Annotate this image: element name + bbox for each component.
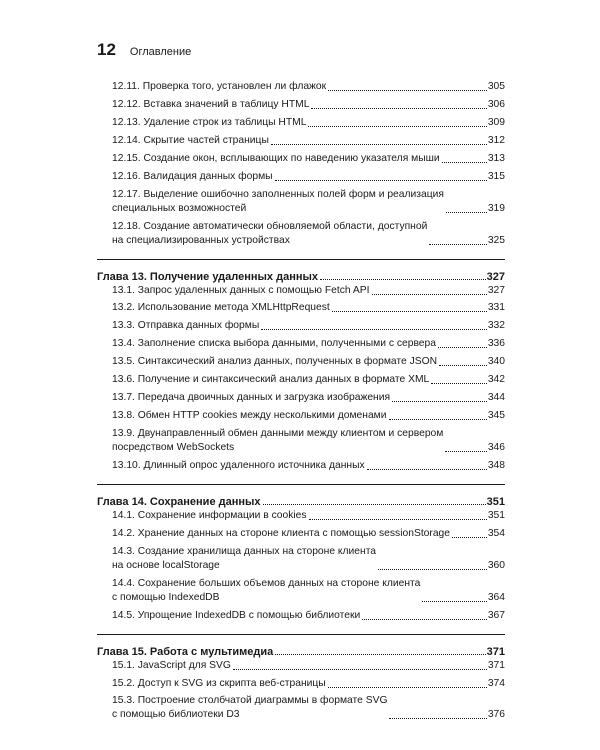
chapter-heading	[97, 638, 505, 659]
toc-entry-title: 12.13. Удаление строк из таблицы HTML	[112, 116, 307, 128]
toc-entry	[112, 152, 505, 166]
toc-entry-page: 319	[487, 202, 505, 214]
toc-entry-page: 346	[487, 442, 505, 453]
toc-entry	[112, 373, 505, 387]
toc-entry-title: 14.3. Создание хранилища данных на стороне клиента на основе localStorage	[112, 545, 377, 571]
dot-leader	[311, 108, 486, 109]
toc-entry-page: 371	[487, 659, 505, 671]
toc-entry	[112, 459, 505, 473]
toc-entry-page: 340	[487, 356, 505, 368]
chapter-entries	[97, 659, 505, 734]
dot-leader	[445, 451, 486, 452]
toc-entry	[112, 355, 505, 369]
chapter-entries	[97, 284, 505, 484]
intro-entries	[97, 80, 505, 259]
toc-entry	[112, 677, 505, 691]
dot-leader	[389, 718, 486, 719]
toc-entry	[112, 509, 505, 523]
dot-leader	[446, 212, 487, 213]
dot-leader	[422, 601, 486, 602]
toc-entry-title: 13.2. Использование метода XMLHttpRequest	[112, 302, 330, 314]
toc-entry-page: 348	[487, 459, 505, 471]
toc-entry-title: 12.11. Проверка того, установлен ли флажок	[112, 81, 327, 92]
toc-entry	[112, 134, 505, 148]
toc-entry-title: 14.2. Хранение данных на стороне клиента с помощью sessionStorage	[112, 527, 451, 539]
toc-entry-page: 367	[487, 609, 505, 621]
toc-entry-page: 351	[487, 509, 505, 521]
toc-entry-title: 14.5. Упрощение IndexedDB с помощью библиотеки	[112, 609, 361, 621]
dot-leader	[320, 279, 486, 280]
toc-entry-title: 15.3. Построение столбчатой диаграммы в формате SVG с помощью библиотеки D3	[112, 695, 388, 721]
dot-leader	[452, 537, 487, 538]
chapter-section	[97, 484, 505, 634]
toc-entry	[112, 220, 505, 248]
dot-leader	[367, 469, 487, 470]
toc-entry	[112, 98, 505, 112]
toc-entry	[112, 80, 505, 94]
toc-entry-page: 313	[487, 152, 505, 164]
toc-entry-title: 12.12. Вставка значений в таблицу HTML	[112, 98, 310, 110]
dot-leader	[439, 365, 487, 366]
toc-entry-page: 360	[487, 559, 505, 571]
toc-entry	[112, 319, 505, 333]
dot-leader	[429, 244, 486, 245]
toc-entry-title: 13.7. Передача двоичных данных и загрузка изображения	[112, 392, 391, 404]
toc-entry-title: 13.5. Синтаксический анализ данных, полученных в формате JSON	[112, 356, 438, 368]
page-number: 12	[97, 40, 116, 59]
toc-entry-page: 374	[487, 677, 505, 689]
chapter-page: 371	[486, 645, 505, 658]
dot-leader	[442, 162, 487, 163]
toc-entry	[112, 170, 505, 184]
chapter-heading	[97, 263, 505, 284]
dot-leader	[362, 619, 487, 620]
toc-entry	[112, 609, 505, 623]
table-of-contents	[97, 80, 505, 733]
toc-entry-page: 354	[487, 527, 505, 539]
toc-entry-page: 344	[487, 392, 505, 404]
toc-entry-title: 15.2. Доступ к SVG из скрипта веб-страницы	[112, 677, 326, 689]
dot-leader	[275, 180, 487, 181]
dot-leader	[431, 383, 487, 384]
toc-entry-page: 332	[487, 320, 505, 332]
toc-entry-title: 13.6. Получение и синтаксический анализ данных в формате XML	[112, 374, 430, 386]
toc-entry-page: 327	[487, 284, 505, 296]
toc-entry	[112, 116, 505, 130]
dot-leader	[328, 90, 487, 91]
toc-entry-title: 13.1. Запрос удаленных данных с помощью Fetch API	[112, 284, 370, 296]
toc-entry	[112, 337, 505, 351]
toc-entry-page: 312	[487, 134, 505, 146]
dot-leader	[328, 687, 487, 688]
dot-leader	[271, 144, 487, 145]
chapter-title: Глава 14. Сохранение данных	[97, 495, 261, 508]
chapter-page: 351	[486, 495, 505, 508]
toc-entry	[112, 188, 505, 216]
toc-entry	[112, 527, 505, 541]
toc-entry-page: 336	[487, 338, 505, 350]
toc-entry	[112, 301, 505, 315]
dot-leader	[309, 519, 487, 520]
toc-entry-page: 342	[487, 374, 505, 386]
toc-entry	[112, 427, 505, 455]
toc-entry-page: 331	[487, 302, 505, 314]
toc-entry-page: 305	[487, 81, 505, 92]
toc-entry-page: 309	[487, 116, 505, 128]
dot-leader	[389, 419, 487, 420]
toc-entry-title: 13.8. Обмен HTTP cookies между несколькими доменами	[112, 410, 387, 422]
toc-entry-title: 13.9. Двунаправленный обмен данными между клиентом и сервером посредством WebSockets	[112, 428, 444, 453]
dot-leader	[233, 669, 487, 670]
toc-entry	[112, 409, 505, 423]
chapter-entries	[97, 509, 505, 634]
chapter-page: 327	[486, 270, 505, 283]
dot-leader	[438, 347, 487, 348]
toc-entry-title: 13.3. Отправка данных формы	[112, 320, 260, 332]
dot-leader	[378, 569, 487, 570]
toc-entry-title: 14.4. Сохранение больших объемов данных на стороне клиента с помощью IndexedDB	[112, 577, 421, 603]
chapter-heading	[97, 488, 505, 509]
dot-leader	[263, 504, 486, 505]
toc-entry	[112, 659, 505, 673]
chapter-section	[97, 259, 505, 484]
toc-entry-title: 13.4. Заполнение списка выбора данными, полученными с сервера	[112, 338, 436, 350]
section-name: Оглавление	[129, 46, 192, 58]
toc-entry-title: 13.10. Длинный опрос удаленного источника данных	[112, 459, 365, 471]
toc-entry	[112, 391, 505, 405]
chapter-title: Глава 13. Получение удаленных данных	[97, 270, 318, 283]
dot-leader	[275, 654, 485, 655]
chapter-title: Глава 15. Работа с мультимедиа	[97, 645, 274, 658]
chapter-section	[97, 634, 505, 734]
dot-leader	[308, 126, 486, 127]
toc-entry-page: 325	[487, 234, 505, 246]
toc-entry-title: 15.1. JavaScript для SVG	[112, 659, 231, 671]
toc-entry	[112, 545, 505, 573]
toc-entry	[112, 577, 505, 605]
dot-leader	[372, 294, 487, 295]
dot-leader	[392, 401, 487, 402]
dot-leader	[261, 329, 487, 330]
toc-entry-title: 12.14. Скрытие частей страницы	[112, 134, 269, 146]
toc-entry-page: 306	[487, 98, 505, 110]
dot-leader	[332, 311, 487, 312]
toc-entry-title: 12.17. Выделение ошибочно заполненных полей форм и реализация специальных возможностей	[112, 188, 444, 214]
toc-entry-title: 12.15. Создание окон, всплывающих по наведению указателя мыши	[112, 152, 440, 164]
toc-entry-title: 14.1. Сохранение информации в cookies	[112, 509, 307, 521]
toc-entry	[112, 284, 505, 298]
toc-entry-page: 315	[487, 170, 505, 182]
toc-entry-page: 376	[487, 709, 505, 721]
running-head	[97, 40, 191, 60]
toc-entry-title: 12.18. Создание автоматически обновляемой области, доступной на специализированных устройствах	[112, 220, 428, 246]
toc-entry	[112, 694, 505, 722]
toc-entry-title: 12.16. Валидация данных формы	[112, 170, 273, 182]
toc-entry-page: 345	[487, 410, 505, 422]
toc-entry-page: 364	[487, 591, 505, 603]
